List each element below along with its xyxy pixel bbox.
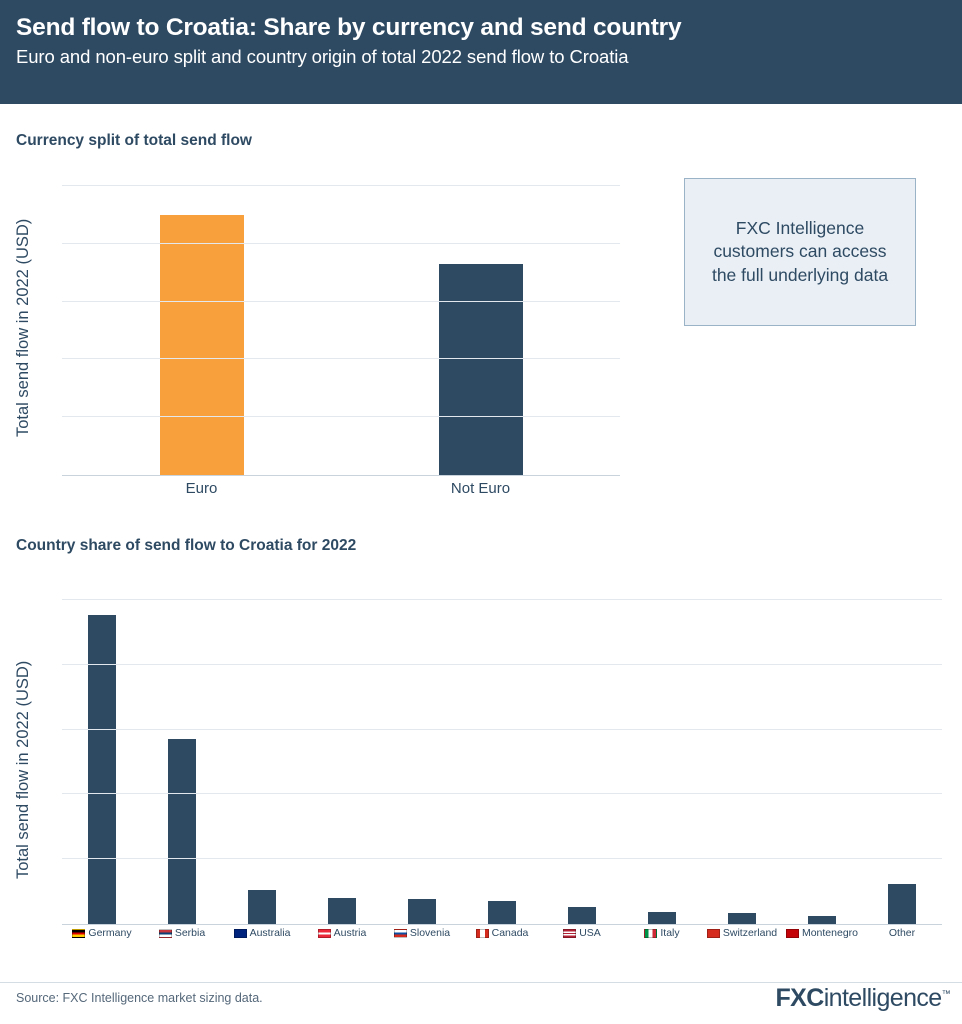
category-label-text: Euro xyxy=(185,480,218,497)
serbia-flag-icon xyxy=(159,929,172,938)
category-label-text: Switzerland xyxy=(722,927,778,939)
chart1-bars xyxy=(62,186,620,475)
category-label xyxy=(622,927,702,939)
slovenia-flag-icon xyxy=(394,929,407,938)
category-label xyxy=(702,927,782,939)
category-label-text: Italy xyxy=(660,927,680,939)
bar-column xyxy=(622,600,702,924)
logo-light: intelligence xyxy=(823,984,942,1012)
bar-column xyxy=(542,600,622,924)
bar-column xyxy=(142,600,222,924)
chart1-plot-area xyxy=(62,186,620,476)
bar-column xyxy=(62,186,341,475)
gridline xyxy=(62,301,620,302)
category-label-text: Not Euro xyxy=(450,480,511,497)
bar xyxy=(248,890,276,924)
bar xyxy=(160,215,244,475)
gridline xyxy=(62,599,942,600)
bar xyxy=(88,615,116,924)
chart2-category-labels xyxy=(62,927,942,939)
category-label xyxy=(462,927,542,939)
bar-column xyxy=(222,600,302,924)
category-label xyxy=(862,927,942,939)
currency-split-chart xyxy=(0,170,680,510)
australia-flag-icon xyxy=(234,929,247,938)
chart2-y-axis-label: Total send flow in 2022 (USD) xyxy=(14,660,32,880)
bar xyxy=(328,898,356,924)
category-label xyxy=(302,927,382,939)
italy-flag-icon xyxy=(644,929,657,938)
bar xyxy=(728,913,756,924)
country-section-title: Country share of send flow to Croatia for 2022 xyxy=(16,537,357,554)
gridline xyxy=(62,729,942,730)
category-label-text: Germany xyxy=(88,927,132,939)
category-label xyxy=(62,480,341,497)
category-label-text: Canada xyxy=(491,927,529,939)
page-subtitle: Euro and non-euro split and country origin of total 2022 send flow to Croatia xyxy=(16,46,629,68)
bar-column xyxy=(382,600,462,924)
bar xyxy=(888,884,916,924)
category-label xyxy=(142,927,222,939)
category-label-text: Other xyxy=(888,927,916,939)
bar xyxy=(648,912,676,924)
switzerland-flag-icon xyxy=(707,929,720,938)
category-label-text: Serbia xyxy=(174,927,206,939)
country-share-chart xyxy=(0,575,962,970)
bar xyxy=(568,907,596,924)
logo-bold: FXC xyxy=(775,984,824,1012)
gridline xyxy=(62,664,942,665)
austria-flag-icon xyxy=(318,929,331,938)
source-note: Source: FXC Intelligence market sizing data. xyxy=(16,991,263,1005)
category-label xyxy=(222,927,302,939)
bar xyxy=(168,739,196,924)
callout-box xyxy=(684,178,916,326)
bar-column xyxy=(62,600,142,924)
bar xyxy=(439,264,523,475)
category-label-text: Montenegro xyxy=(801,927,859,939)
category-label-text: USA xyxy=(579,927,601,939)
fxc-intelligence-logo xyxy=(776,984,951,1013)
bar xyxy=(808,916,836,924)
category-label xyxy=(382,927,462,939)
gridline xyxy=(62,358,620,359)
germany-flag-icon xyxy=(72,929,85,938)
gridline xyxy=(62,185,620,186)
gridline xyxy=(62,858,942,859)
footer-divider xyxy=(0,982,962,983)
bar-column xyxy=(341,186,620,475)
gridline xyxy=(62,416,620,417)
chart2-plot-area xyxy=(62,600,942,925)
callout-text: FXC Intelligence customers can access the full underlying data xyxy=(711,218,889,285)
bar xyxy=(488,901,516,924)
gridline xyxy=(62,243,620,244)
bar-column xyxy=(462,600,542,924)
header-banner xyxy=(0,0,962,104)
chart1-y-axis-label: Total send flow in 2022 (USD) xyxy=(14,218,32,438)
category-label xyxy=(62,927,142,939)
category-label xyxy=(542,927,622,939)
chart2-bars xyxy=(62,600,942,924)
montenegro-flag-icon xyxy=(786,929,799,938)
chart1-category-labels xyxy=(62,480,620,497)
page-title: Send flow to Croatia: Share by currency and send country xyxy=(16,14,682,41)
category-label-text: Australia xyxy=(249,927,291,939)
bar-column xyxy=(782,600,862,924)
bar xyxy=(408,899,436,924)
category-label-text: Austria xyxy=(333,927,367,939)
category-label-text: Slovenia xyxy=(409,927,451,939)
bar-column xyxy=(862,600,942,924)
bar-column xyxy=(702,600,782,924)
canada-flag-icon xyxy=(476,929,489,938)
usa-flag-icon xyxy=(563,929,576,938)
category-label xyxy=(782,927,862,939)
currency-section-title: Currency split of total send flow xyxy=(16,132,252,149)
gridline xyxy=(62,793,942,794)
bar-column xyxy=(302,600,382,924)
category-label xyxy=(341,480,620,497)
logo-trademark: ™ xyxy=(941,988,950,999)
